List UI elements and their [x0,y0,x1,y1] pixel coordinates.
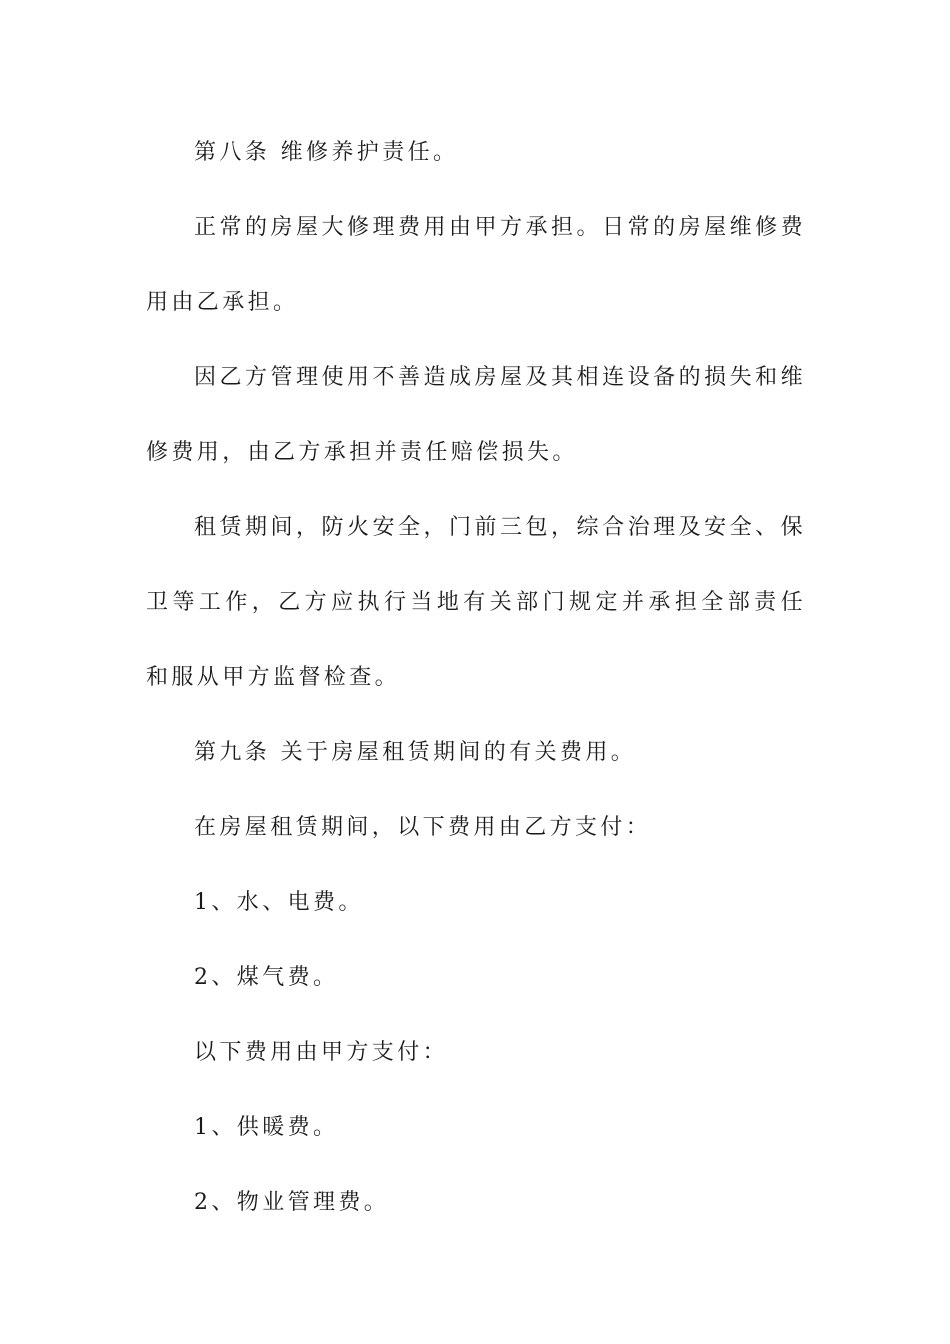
landlord-fee-item-2: 2、物业管理费。 [194,1190,390,1215]
landlord-fees-intro: 以下费用由甲方支付： [194,1040,449,1065]
document-body [146,115,806,1240]
article-8-paragraph-3: 租赁期间，防火安全，门前三包，综合治理及安全、保卫等工作，乙方应执行当地有关部门规定并承担全部责任和服从甲方监督检查。 [146,515,806,690]
article-8-heading: 第八条 维修养护责任。 [194,140,459,165]
tenant-fee-item-1: 1、水、电费。 [194,890,364,915]
tenant-fees-intro: 在房屋租赁期间，以下费用由乙方支付： [194,815,652,840]
article-8-paragraph-2: 因乙方管理使用不善造成房屋及其相连设备的损失和维修费用，由乙方承担并责任赔偿损失。 [146,365,806,465]
tenant-fee-item-2: 2、煤气费。 [194,965,339,990]
article-8-paragraph-1: 正常的房屋大修理费用由甲方承担。日常的房屋维修费用由乙承担。 [146,215,806,315]
article-9-heading: 第九条 关于房屋租赁期间的有关费用。 [194,740,637,765]
landlord-fee-item-1: 1、供暖费。 [194,1115,339,1140]
